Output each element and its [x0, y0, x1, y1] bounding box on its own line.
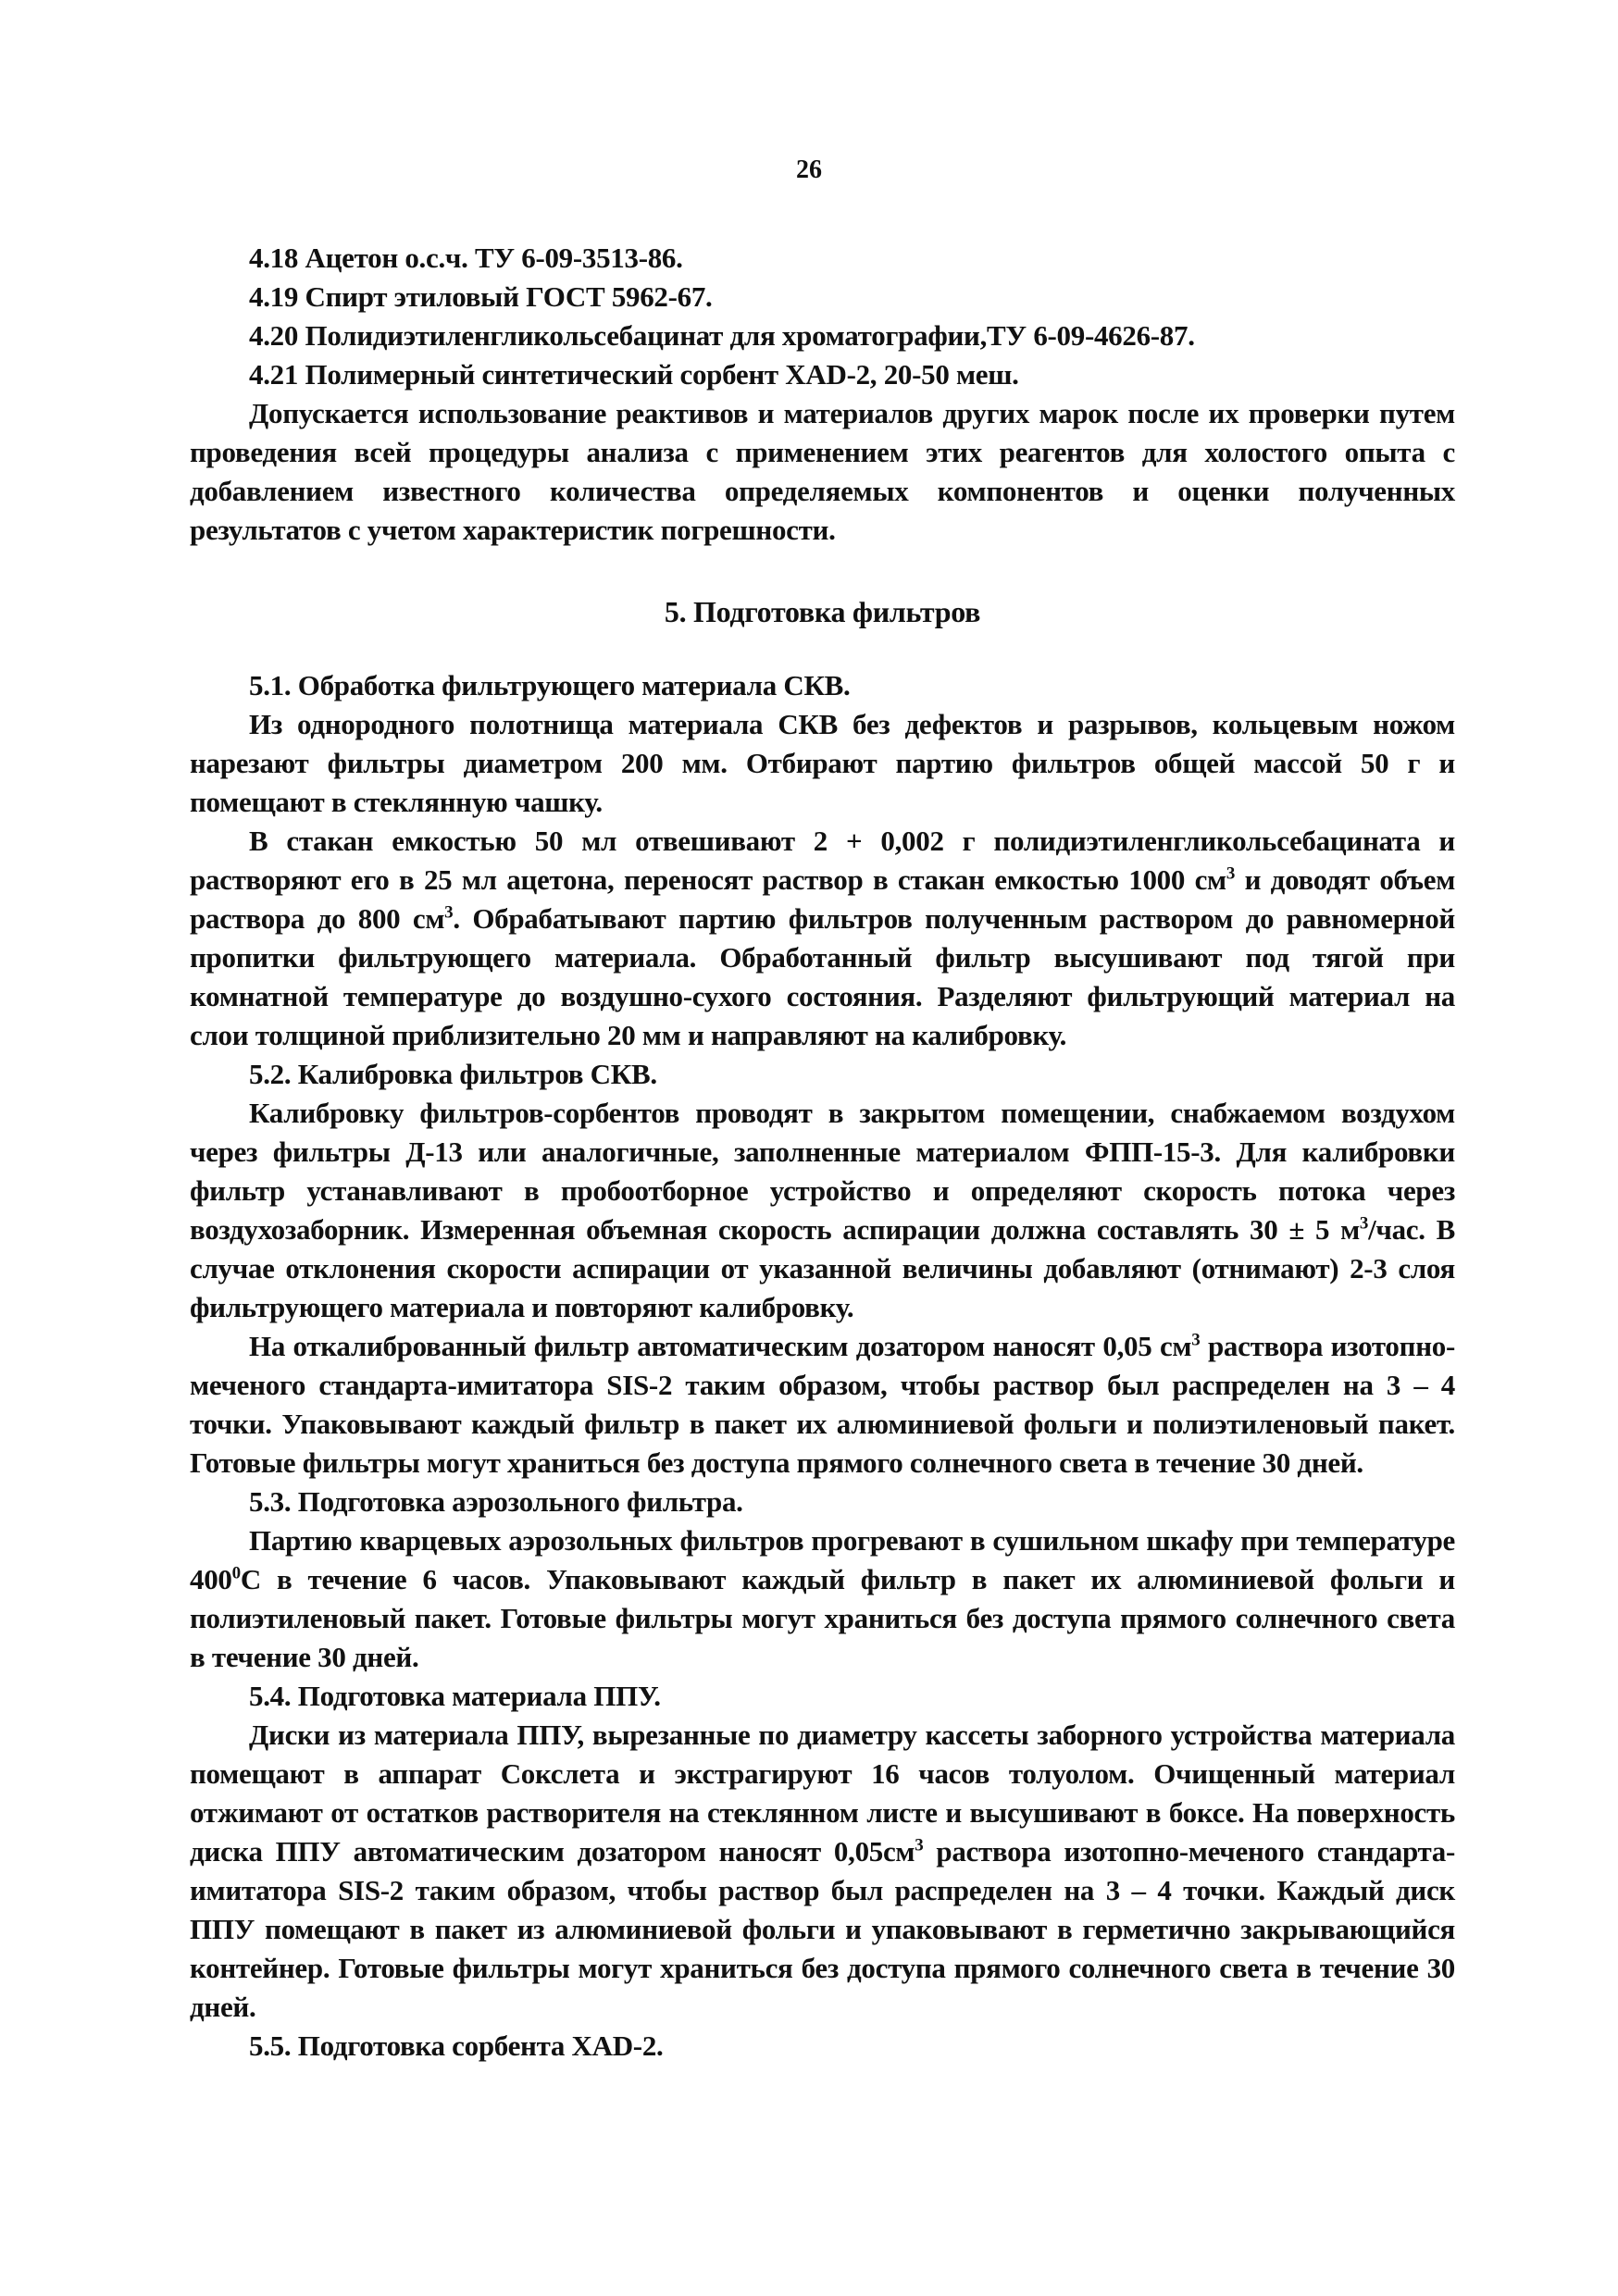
- subsection-heading-5-5: 5.5. Подготовка сорбента XAD-2.: [249, 2029, 664, 2062]
- text-run: и доводят объем раствора до 800 см: [190, 863, 1456, 935]
- paragraph-5-2-dosing: [190, 1327, 1455, 1483]
- superscript: 3: [1191, 1330, 1201, 1350]
- text-run: В стакан емкостью 50 мл отвешивают 2 + 0,002 г полидиэтиленгликольсебацината и растворяют его в 25 мл ацетона, переносят раствор в стакан емкостью 1000 см: [190, 825, 1455, 896]
- text-run: Диски из материала ППУ, вырезанные по диаметру кассеты заборного устройства материала помещают в аппарат Сокслета и экстрагируют 16 часов толуолом. Очищенный материал отжимают от остатков растворителя на стеклянном листе и высушивают в боксе. На поверхность диска ППУ автоматическим дозатором наносят 0,05см: [190, 1719, 1455, 1868]
- text-run: Калибровку фильтров-сорбентов проводят в закрытом помещении, снабжаемом воздухом через фильтры Д-13 или аналогичные, заполненные материалом ФПП-15-3. Для калибровки фильтр устанавливают в пробоотборное устройство и определяют скорость потока через воздухозаборник. Измеренная объемная скорость аспирации должна составлять 30 ± 5 м: [190, 1097, 1455, 1246]
- subsection-heading-5-1: 5.1. Обработка фильтрующего материала СКВ.: [249, 669, 851, 701]
- text-run: /час. В случае отклонения скорости аспирации от указанной величины добавляют (отнимают) 2-3 слоя фильтрующего материала и повторяют калибровку.: [190, 1213, 1456, 1323]
- reagent-list-item: 4.21 Полимерный синтетический сорбент XAD-2, 20-50 меш.: [249, 358, 1019, 391]
- subsection-heading-5-3: 5.3. Подготовка аэрозольного фильтра.: [249, 1485, 743, 1518]
- text-run: На откалиброванный фильтр автоматическим дозатором наносят 0,05 см: [249, 1330, 1192, 1362]
- paragraph-5-3-aerosol: [190, 1521, 1455, 1677]
- reagent-list-item: 4.18 Ацетон о.с.ч. ТУ 6-09-3513-86.: [249, 242, 683, 274]
- reagent-list-item: 4.19 Спирт этиловый ГОСТ 5962-67.: [249, 280, 713, 313]
- superscript: 3: [1359, 1213, 1369, 1234]
- superscript: 3: [444, 902, 454, 923]
- text-run: . Обрабатывают партию фильтров полученным раствором до равномерной пропитки фильтрующего материала. Обработанный фильтр высушивают под тягой при комнатной температуре до воздушно-сухого состояния. Разделяют фильтрующий материал на слои толщиной приблизительно 20 мм и направляют на калибровку.: [190, 902, 1455, 1051]
- superscript: 3: [915, 1835, 924, 1855]
- paragraph-5-1-cutting: Из однородного полотнища материала СКВ без дефектов и разрывов, кольцевым ножом нарезают фильтры диаметром 200 мм. Отбирают партию фильтров общей массой 50 г и помещают в стеклянную чашку.: [190, 708, 1455, 818]
- superscript: 3: [1226, 863, 1236, 884]
- text-run: Партию кварцевых аэрозольных фильтров прогревают в сушильном шкафу при температуре 400: [190, 1524, 1455, 1595]
- paragraph-5-4-ppu: [190, 1716, 1455, 2027]
- text-run: раствора изотопно-меченого стандарта-имитатора SIS-2 таким образом, чтобы раствор был распределен на 3 – 4 точки. Упаковывают каждый фильтр в пакет их алюминиевой фольги и полиэтиленовый пакет. Готовые фильтры могут храниться без доступа прямого солнечного света в течение 30 дней.: [190, 1330, 1455, 1479]
- paragraph-5-2-calibration: [190, 1094, 1455, 1327]
- text-run: С в течение 6 часов. Упаковывают каждый фильтр в пакет их алюминиевой фольги и полиэтиленовый пакет. Готовые фильтры могут храниться без доступа прямого солнечного света в течение 30 дней.: [190, 1563, 1455, 1673]
- page-number: 26: [796, 155, 822, 184]
- reagent-list-item: 4.20 Полидиэтиленгликольсебацинат для хроматографии,ТУ 6-09-4626-87.: [249, 319, 1195, 352]
- section-title: 5. Подготовка фильтров: [664, 595, 981, 628]
- allowance-paragraph: Допускается использование реактивов и материалов других марок после их проверки путем проведения всей процедуры анализа с применением этих реагентов для холостого опыта с добавлением известного количества определяемых компонентов и оценки полученных результатов с учетом характеристик погрешности.: [190, 397, 1455, 546]
- page-content: [190, 239, 1455, 2066]
- paragraph-5-1-impregnation: [190, 822, 1455, 1055]
- superscript: 0: [231, 1563, 241, 1583]
- subsection-heading-5-2: 5.2. Калибровка фильтров СКВ.: [249, 1058, 657, 1090]
- subsection-heading-5-4: 5.4. Подготовка материала ППУ.: [249, 1680, 661, 1712]
- text-run: раствора изотопно-меченого стандарта-имитатора SIS-2 таким образом, чтобы раствор был распределен на 3 – 4 точки. Каждый диск ППУ помещают в пакет из алюминиевой фольги и упаковывают в герметично закрывающийся контейнер. Готовые фильтры могут храниться без доступа прямого солнечного света в течение 30 дней.: [190, 1835, 1456, 2023]
